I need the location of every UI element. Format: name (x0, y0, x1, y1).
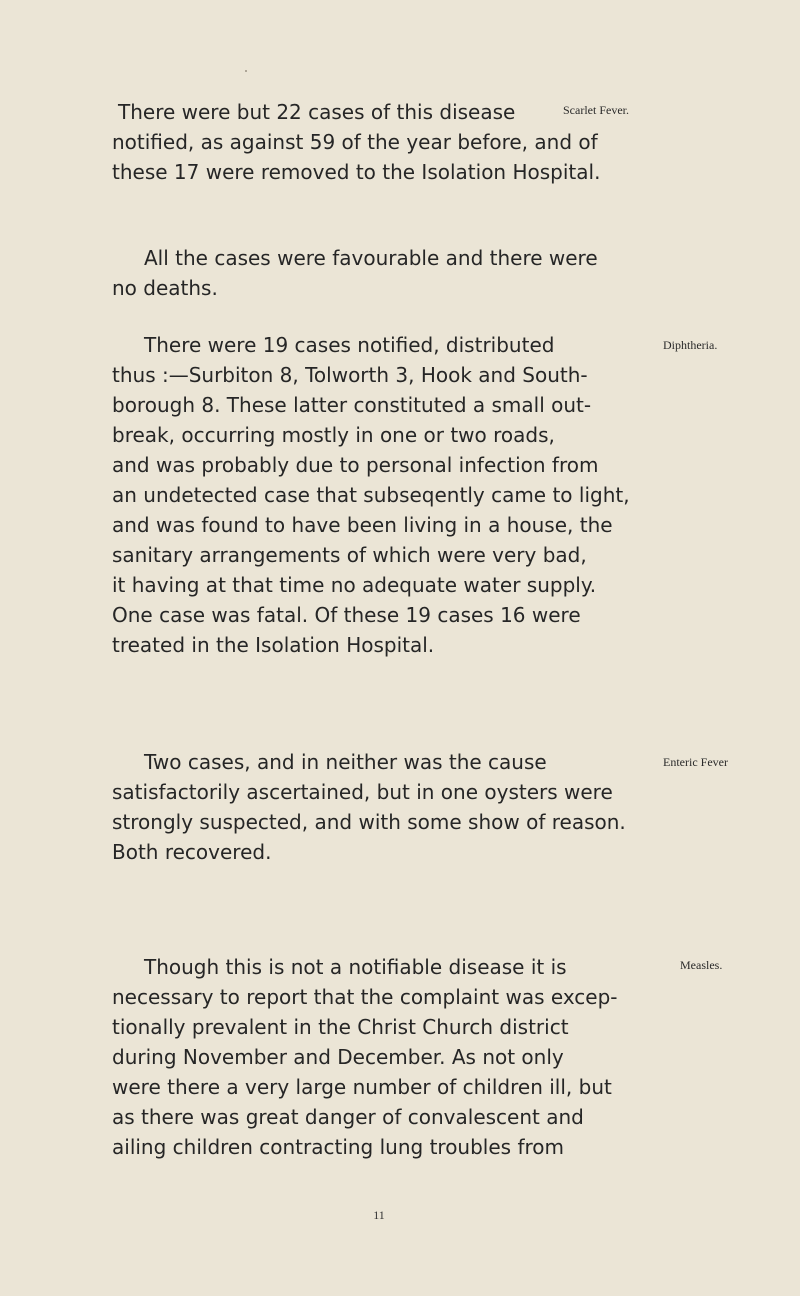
text-line: and was probably due to personal infection from (112, 453, 599, 477)
paragraph-measles (112, 952, 672, 1162)
text-line: Both recovered. (112, 840, 272, 864)
paragraph-enteric-fever (112, 747, 672, 867)
text-line: no deaths. (112, 276, 218, 300)
margin-note-scarlet-fever: Scarlet Fever. (563, 103, 629, 117)
text-line: and was found to have been living in a house, the (112, 513, 613, 537)
text-line: necessary to report that the complaint was excep- (112, 985, 618, 1009)
text-line: an undetected case that subseqently came to light, (112, 483, 630, 507)
paragraph-diphtheria (112, 330, 672, 660)
text-line: Though this is not a notifiable disease it is (144, 955, 567, 979)
text-line: sanitary arrangements of which were very bad, (112, 543, 587, 567)
text-line: it having at that time no adequate water supply. (112, 573, 597, 597)
text-line: break, occurring mostly in one or two roads, (112, 423, 555, 447)
text-line: There were 19 cases notified, distributed (144, 333, 555, 357)
page-number: 11 (373, 1208, 385, 1222)
text-line: There were but 22 cases of this disease (118, 100, 516, 124)
text-line: were there a very large number of children ill, but (112, 1075, 612, 1099)
paragraph-favourable (112, 243, 672, 303)
text-line: strongly suspected, and with some show of reason. (112, 810, 626, 834)
text-line: as there was great danger of convalescent and (112, 1105, 584, 1129)
text-line: tionally prevalent in the Christ Church district (112, 1015, 569, 1039)
text-line: these 17 were removed to the Isolation Hospital. (112, 160, 601, 184)
text-line: during November and December. As not only (112, 1045, 564, 1069)
text-line: satisfactorily ascertained, but in one oysters were (112, 780, 613, 804)
text-line: treated in the Isolation Hospital. (112, 633, 435, 657)
text-line: Two cases, and in neither was the cause (144, 750, 547, 774)
paper-speck (245, 70, 247, 72)
text-line: One case was fatal. Of these 19 cases 16 were (112, 603, 581, 627)
text-line: notified, as against 59 of the year before, and of (112, 130, 598, 154)
text-line: ailing children contracting lung troubles from (112, 1135, 564, 1159)
text-line: All the cases were favourable and there were (144, 246, 598, 270)
margin-note-diphtheria: Diphtheria. (663, 338, 718, 352)
text-line: borough 8. These latter constituted a small out- (112, 393, 592, 417)
margin-note-enteric-fever: Enteric Fever (663, 755, 728, 769)
text-line: thus :—Surbiton 8, Tolworth 3, Hook and South- (112, 363, 588, 387)
margin-note-measles: Measles. (680, 958, 723, 972)
